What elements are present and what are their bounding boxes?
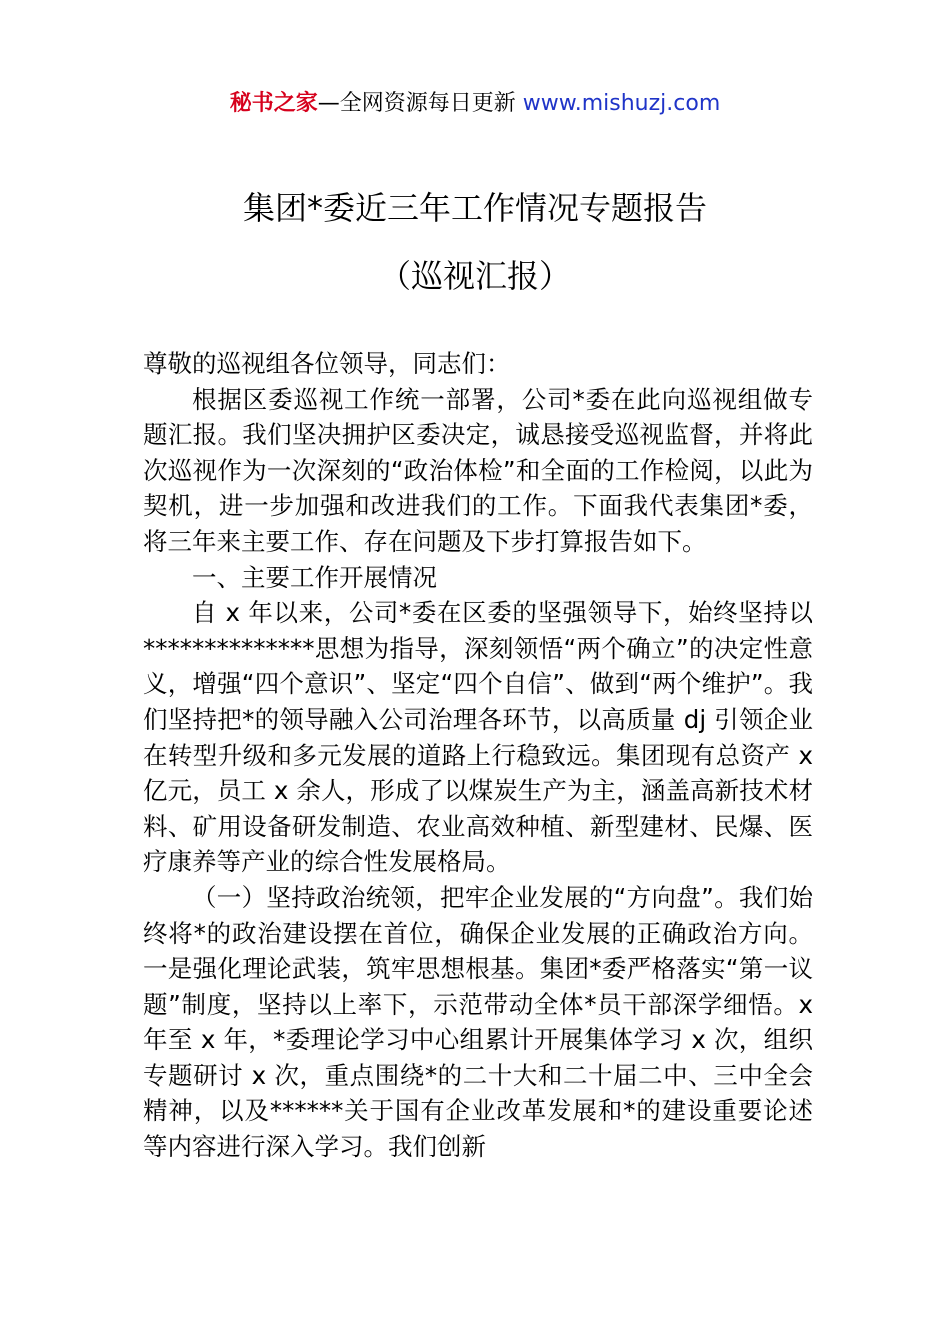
site-header: [0, 86, 950, 122]
document-subtitle: （巡视汇报）: [378, 257, 571, 295]
document-body: [143, 346, 813, 1165]
section-paragraph: 自 x 年以来，公司*委在区委的坚强领导下，始终坚持以**************思想为指导，深刻领悟“两个确立”的决定性意义，增强“四个意识”、坚定“四个自信”、做到“两个维护”。我们坚持把*的领导融入公司治理各环节，以高质量 dj 引领企业在转型升级和多元发展的道路上行稳致远。集团现有总资产 x 亿元，员工 x 余人，形成了以煤炭生产为主，涵盖高新技术材料、矿用设备研发制造、农业高效种植、新型建材、民爆、医疗康养等产业的综合性发展格局。: [143, 598, 813, 877]
section-heading: 一、主要工作开展情况: [192, 562, 437, 592]
intro-paragraph: 根据区委巡视工作统一部署，公司*委在此向巡视组做专题汇报。我们坚决拥护区委决定，诚恳接受巡视监督，并将此次巡视作为一次深刻的“政治体检”和全面的工作检阅，以此为契机，进一步加强和改进我们的工作。下面我代表集团*委，将三年来主要工作、存在问题及下步打算报告如下。: [143, 384, 813, 556]
salutation: 尊敬的巡视组各位领导，同志们：: [143, 349, 511, 378]
subsection-paragraph: （一）坚持政治统领，把牢企业发展的“方向盘”。我们始终将*的政治建设摆在首位，确保企业发展的正确政治方向。一是强化理论武装，筑牢思想根基。集团*委严格落实“第一议题”制度，坚持以上率下，示范带动全体*员干部深学细悟。x 年至 x 年，*委理论学习中心组累计开展集体学习 x 次，组织专题研讨 x 次，重点围绕*的二十大和二十届二中、三中全会精神，以及******关于国有企业改革发展和*的建设重要论述等内容进行深入学习。我们创新: [143, 882, 813, 1162]
site-url[interactable]: www.mishuzj.com: [522, 91, 721, 116]
document-title: 集团*委近三年工作情况专题报告: [242, 189, 707, 227]
header-tagline: —全网资源每日更新: [317, 91, 523, 116]
brand-name: 秘书之家: [229, 91, 318, 116]
